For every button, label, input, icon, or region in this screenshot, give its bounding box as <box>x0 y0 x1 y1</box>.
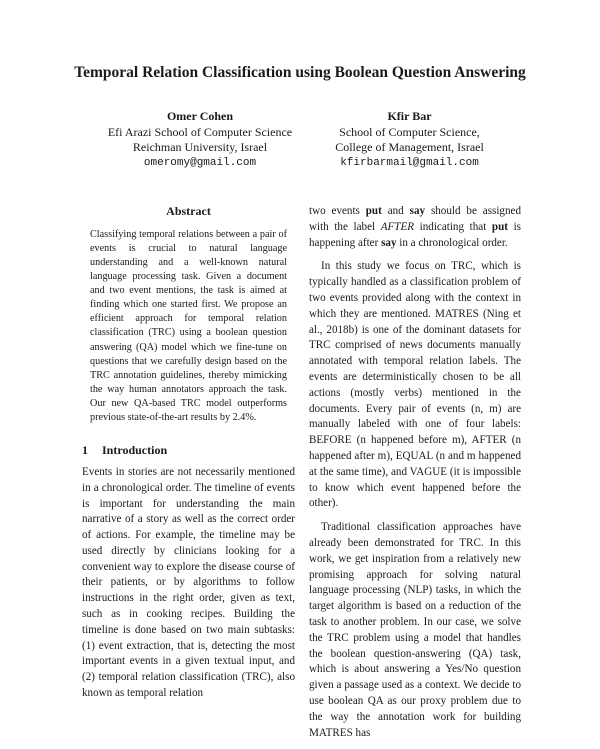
author-affiliation: College of Management, Israel <box>335 140 484 154</box>
author-affiliation: School of Computer Science, <box>339 124 480 139</box>
left-column <box>82 204 295 710</box>
author-affiliation: Reichman University, Israel <box>132 140 268 154</box>
author-affiliation: Efi Arazi School of Computer Science <box>107 124 293 139</box>
section-title: Introduction <box>102 443 168 458</box>
author-block-2 <box>312 109 507 171</box>
author-name: Kfir Bar <box>387 109 432 123</box>
abstract-heading: Abstract <box>166 204 211 218</box>
paragraph: Traditional classification approaches have already been demonstrated for TRC. In this work, we get inspiration from a relatively new promising approach for solving natural language processing (NLP) tasks, in which the target algorithm is based on a reduction of the task to another problem. In our case, we solve the TRC problem using a model that handles the boolean question-answering (QA) task, which is about answering a Yes/No question given a passage used as a context. We decide to use boolean QA as our proxy problem due to the way the annotation work for building MATRES has <box>309 521 521 739</box>
paragraph: Events in stories are not necessarily mentioned in a chronological order. The timeline of events is important for understanding the main narrative of a story as well as the correct order of actions. For example, the timeline may be used directly by clinicians looking for a convenient way to explore the disease course of their patients, or by algorithms to follow instructions in the right order, given as text, such as in cooking recipes. Building the timeline is done based on two main subtasks: (1) event extraction, that is, detecting the most important events in a given textual input, and (2) temporal relation classification (TRC), also known as temporal relation <box>82 465 295 700</box>
section-number: 1 <box>82 443 88 458</box>
paper-title: Temporal Relation Classification using Boolean Question Answering <box>74 64 526 81</box>
paragraph: two events put and say should be assigned with the label AFTER indicating that put is happening after say in a chronological order. <box>309 205 521 249</box>
author-email: omeromy@gmail.com <box>143 156 257 169</box>
author-block-1 <box>90 109 310 171</box>
paragraph: In this study we focus on TRC, which is typically handled as a classification problem of two events provided along with the context in which they are mentioned. MATRES (Ning et al., 2018b) is one of the dominant datasets for TRC comprised of news documents manually annotated with temporal relation labels. The events are deterministically chosen to be all actions (mostly verbs) mentioned in the documents. Every pair of events (n, m) are manually labeled with one of four labels: BEFORE (n happened before m), AFTER (n happened after m), EQUAL (n and m happened at the same time), and VAGUE (it is impossible to know which event happened before the other). <box>309 260 521 510</box>
right-column <box>309 204 521 749</box>
abstract-text: Classifying temporal relations between a pair of events is crucial to natural language understanding and a well-known natural language processing task. Given a document and two event mentions, the task is aimed at finding which one started first. We propose an efficient approach for temporal relation classification (TRC) using a boolean question answering (QA) model which we fine-tune on questions that we carefully design based on the TRC annotation guidelines, thereby mimicking the way human annotators approach the task. Our new QA-based TRC model outperforms previous state-of-the-art results by 2.4%. <box>90 228 287 424</box>
author-name: Omer Cohen <box>166 109 234 123</box>
author-email: kfirbarmail@gmail.com <box>340 156 479 169</box>
section-heading <box>82 443 295 459</box>
